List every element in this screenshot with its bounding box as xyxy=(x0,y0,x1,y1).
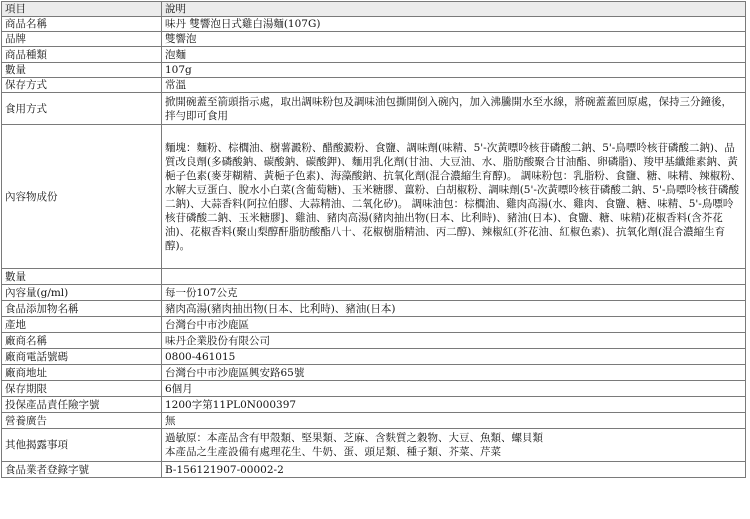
row-value: 泡麵 xyxy=(162,47,746,63)
row-label: 其他揭露事項 xyxy=(2,429,162,462)
table-row xyxy=(2,63,746,78)
table-row xyxy=(2,269,746,285)
table-row xyxy=(2,333,746,349)
row-value: 雙響泡 xyxy=(162,32,746,47)
row-value: 台灣台中市沙鹿區 xyxy=(162,317,746,333)
row-label: 品牌 xyxy=(2,32,162,47)
row-value: 0800-461015 xyxy=(162,349,746,365)
table-row xyxy=(2,429,746,462)
table-row xyxy=(2,285,746,301)
table-row xyxy=(2,462,746,478)
row-label: 內容量(g/ml) xyxy=(2,285,162,301)
row-label: 內容物成份 xyxy=(2,125,162,269)
table-row xyxy=(2,32,746,47)
row-value: B-156121907-00002-2 xyxy=(162,462,746,478)
table-row xyxy=(2,47,746,63)
row-label: 數量 xyxy=(2,63,162,78)
row-value: 1200字第11PL0N000397 xyxy=(162,397,746,413)
row-label: 廠商名稱 xyxy=(2,333,162,349)
row-value: 台灣台中市沙鹿區興安路65號 xyxy=(162,365,746,381)
row-label: 保存方式 xyxy=(2,78,162,93)
row-label: 商品種類 xyxy=(2,47,162,63)
row-value: 6個月 xyxy=(162,381,746,397)
row-value xyxy=(162,269,746,285)
row-value: 過敏原：本產品含有甲殼類、堅果類、芝麻、含麩質之穀物、大豆、魚類、螺貝類 本產品之生產設備有處理花生、牛奶、蛋、頭足類、種子類、芥菜、芹菜 xyxy=(162,429,746,462)
table-row xyxy=(2,365,746,381)
row-value: 掀開碗蓋至箭頭指示處，取出調味粉包及調味油包撕開倒入碗內，加入沸騰開水至水線，將碗蓋蓋回原處，保持三分鐘後，拌勻即可食用 xyxy=(162,93,746,125)
row-label: 投保產品責任險字號 xyxy=(2,397,162,413)
table-row xyxy=(2,381,746,397)
row-label: 廠商地址 xyxy=(2,365,162,381)
row-label: 食品業者登錄字號 xyxy=(2,462,162,478)
table-row xyxy=(2,17,746,32)
row-label: 保存期限 xyxy=(2,381,162,397)
table-row xyxy=(2,125,746,269)
table-row xyxy=(2,301,746,317)
table-row xyxy=(2,78,746,93)
row-label: 數量 xyxy=(2,269,162,285)
row-value: 常溫 xyxy=(162,78,746,93)
table-row xyxy=(2,317,746,333)
table-header-row xyxy=(2,2,746,17)
row-label: 廠商電話號碼 xyxy=(2,349,162,365)
row-value: 無 xyxy=(162,413,746,429)
row-value: 豬肉高湯(豬肉抽出物(日本、比利時)、豬油(日本) xyxy=(162,301,746,317)
header-item: 項目 xyxy=(2,2,162,17)
row-value: 麵塊：麵粉、棕櫚油、樹薯澱粉、醋酸澱粉、食鹽、調味劑(味精、5'-次黃嘌呤核苷磷酸二鈉、5'-鳥嘌呤核苷磷酸二鈉)、品質改良劑(多磷酸鈉、碳酸鈉、碳酸鉀)、麵用乳化劑(甘油、大豆油、水、脂肪酸聚合甘油酯、卵磷脂)、羧甲基纖維素鈉、黃梔子色素(麥芽糊精、黃梔子色素)、海藻酸鈉、抗氧化劑(混合濃縮生育醇)。 調味粉包：乳脂粉、食鹽、糖、味精、辣椒粉、水解大豆蛋白、脫水小白菜(含葡萄糖)、玉米糖膠、薑粉、白胡椒粉、調味劑(5'-次黃嘌呤核苷磷酸二鈉、5'-鳥嘌呤核苷磷酸二鈉)、大蒜香料(阿拉伯膠、大蒜精油、二氧化矽)。 調味油包：棕櫚油、雞肉高湯(水、雞肉、食鹽、糖、味精、5'-鳥嘌呤核苷磷酸二鈉、玉米糖膠]、雞油、豬肉高湯(豬肉抽出物(日本、比利時)、豬油(日本)、食鹽、糖、味精)花椒香料(含芥花油)、花椒香料(聚山梨醇酐脂肪酸酯八十、花椒樹脂精油、丙二醇)、辣椒紅(芥花油、紅椒色素)、抗氧化劑(混合濃縮生育醇)。 xyxy=(162,125,746,269)
row-value: 每一份107公克 xyxy=(162,285,746,301)
row-label: 產地 xyxy=(2,317,162,333)
row-value: 味丹 雙響泡日式雞白湯麵(107G) xyxy=(162,17,746,32)
row-value: 107g xyxy=(162,63,746,78)
table-row xyxy=(2,349,746,365)
row-label: 食用方式 xyxy=(2,93,162,125)
table-row xyxy=(2,93,746,125)
table-row xyxy=(2,397,746,413)
row-label: 食品添加物名稱 xyxy=(2,301,162,317)
table-row xyxy=(2,413,746,429)
row-label: 營養廣告 xyxy=(2,413,162,429)
row-value: 味丹企業股份有限公司 xyxy=(162,333,746,349)
header-description: 說明 xyxy=(162,2,746,17)
product-spec-table xyxy=(1,1,746,478)
row-label: 商品名稱 xyxy=(2,17,162,32)
